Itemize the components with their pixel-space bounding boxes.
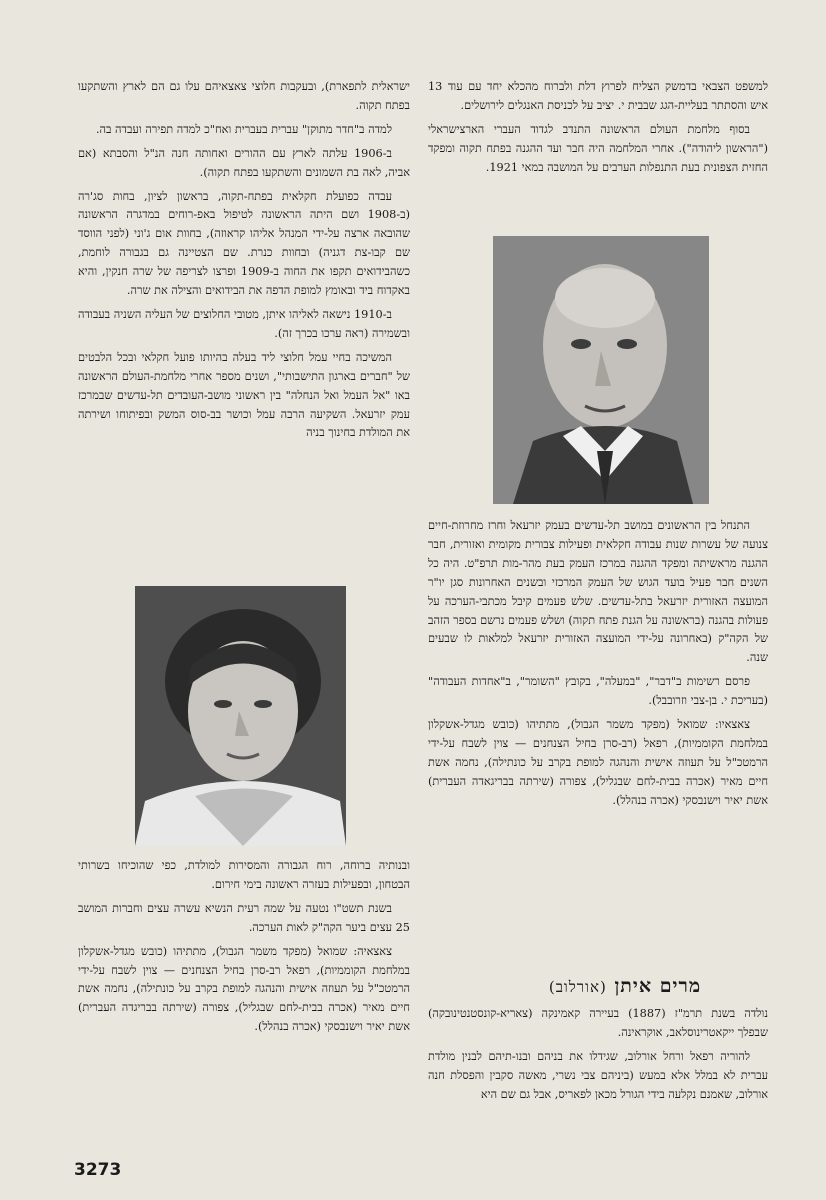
portrait-woman-image	[135, 586, 346, 846]
entry-maiden-name: (אורלוב)	[548, 978, 607, 996]
paragraph: צאצאיו: שמואל (מפקד משמר הגבול), מתתיהו (כובש מגדל-אשקלון במלחמת הקוממיות), רפאל (רב-סרן בחיל הצנחנים — צוין לשבח על-ידי הרמטכ"ל על תעוזה אישית והנהגה למופת בקרב על כונתילה), נחמה אשת חיים מאיר (אכרה בבית-לחם שבגליל), צפורה (שירתה בבריגאדה העברית) אשת יאיר וישנבסקי (אכרה בנהלל).	[428, 718, 768, 807]
right-column-top	[428, 78, 768, 183]
paragraph: ב-1906 עלתה לארץ עם ההורים ואחותה חנה הנ"ל והסבתא (אם אביה, לאה בת השמונים והשתקעו בפתח תקוה).	[78, 146, 410, 179]
paragraph: ב-1910 נישאה לאליהו איתן, מטובי החלוצים של העליה השניה בעבודה ובשמירה (ראה ערכו בכרך זה).	[78, 307, 410, 340]
left-column-lower	[78, 857, 410, 1042]
right-column-middle	[428, 517, 768, 816]
entry-heading	[480, 975, 770, 998]
left-column-top	[78, 78, 410, 448]
paragraph: עבדה כפועלת חקלאית בפתח-תקוה, בראשון לציון, בחות סג'רה (ב-1908 ושם היתה הראשונה לטיפול באפ-רוחים במדגרה הראשונה שהובאה ארצה על-ידי המנהל אליהו קראוזה), בחוות אום ג'וני (לפני הווסד שם קבו-צת דגניה) ובחוות כנרת. שם הצטיינה גם בגבורה לוחמת, כשהבידואים תקפו את החוה ב-1909 ופרצו לצריפה של שרה חנקין, והיא באקדוח ביד ובאומץ למופת הדפה את הבידואים והצילה את שרה.	[78, 189, 411, 298]
paragraph: למדה ב"חדר מתוקן" עברית בעברית ואח"כ למדה תפירה ועבדה בה.	[95, 122, 392, 136]
paragraph: התנחל בין הראשונים במושב תל-עדשים בעמק יזרעאל וחרז מחרוזת-חיים צנועה של עשרות שנות עבודה חקלאית ופעילות צבורית מקומית ואזורית, חבר ההגנה מראשיתה ומפקד ההגנה במרכז העמק בעת מהר-מות תרפ"ט. היה כל השנים חבר פעיל בועד הגוש של העמק המרכזי ובשנים האחרונות סגן יו"ר המועצה האזורית יזרעאל בתל-עדשים. שלש פעמים קיבל מכתבי-הערכה על פעולות בהגנה (בראשונה על הגנת פתח תקוה) ושלש פעמים נרשם בספר הזהב של הקה"ק (באחרונה על-ידי המועצה האזורית יזרעאל למלאות לו שבעים שנה.	[428, 519, 768, 665]
paragraph: בסוף מלחמת העולם הראשונה התנדב לגדוד העברי הארצישראלי ("הראשון ליהודה"). אחרי המלחמה היה חבר ועד ההגנה בפתח תקוה ומפקד החזית הצפונית בעת התנפלות הערבים על המושבה במאי 1921.	[428, 122, 768, 174]
paragraph: נולדה בשנת תרמ"ז (1887) בעיירה קאמינקה (צאריא-קונסטנטינובקה) שבפלך ייקאטרינוסלאב, אוקראינה.	[428, 1007, 769, 1039]
paragraph: צאצאיה: שמואל (מפקד משמר הגבול), מתתיהו (כובש מגדל-אשקלון במלחמת הקוממיות), רפאל רב-סרן בחיל הצנחנים — צוין לשבח על-ידי הרמטכ"ל על תעוזה אישית והנהגה למופת בקרב על כונתילה), נחמה אשת חיים מאיר (אכרה בבית-לחם שבגליל), צפורה (שירתה בבריגדה העברית) אשת יאיר וישנבסקי (אכרה בנהלל).	[78, 944, 410, 1034]
paragraph: למשפט הצבאי בדמשק הצליח לפרוץ דלת ולברוח מהכלא יחד עם עוד 13 איש והסתתר בעליית-הגג שבבית י. יציב על לכניסת האנגלים לירושלים.	[428, 80, 768, 112]
entry-name: מרים איתן	[614, 975, 702, 997]
paragraph: ובנותיה ברוחה, רוח הגבורה והמסירות למולדת, כפי שהוכיחו בשרותי הבטחון, ובפעילות בעזרה ראשונה בימי חירום.	[78, 859, 410, 891]
right-column-bottom	[428, 1005, 768, 1110]
paragraph: המשיכה בחיי עמל חלוצי ליד בעלה בהיותו פועל חקלאי ובכל הלבטים של "חברים בארגון התישבותי", ושנים מספר אחרי מלחמת-העולם הראשונה באו "אל העמל ואל הנחלה" בין ראשוני מושב-העובדים תל-עדשים שבמרכז עמק יזרעאל. השקיעה הרבה עמל וכושר בב-סוס המשק ובפיתוחו ושירתה את המולדת בחינוך בניה	[78, 350, 410, 440]
portrait-photo-man	[493, 236, 709, 504]
paragraph: ישראלית לתפארת), ובעקבות חלוצי צאצאיהם עלו גם הם לארץ והשתקעו בפתח תקוה.	[78, 80, 410, 112]
paragraph: בשנת תשט"ו נטעה על שמה רעית הנשיא עשרה עצים וחברות המושב 25 עצים ביער הקה"ק לאות הערכה.	[78, 901, 410, 934]
paragraph: להוריה רפאל ורחל אורלוב, שגידלו את בניהם ובנו-תיהם לבנין מולדת עברית לא במלל אלא במעש (ביניהם צבי נשרי, מאשה סקבין והפסלת חנה אורלוב, שאמנם נקלעה בידי הגורל מכאן לפאריס, אבל גם שם היא	[428, 1049, 768, 1101]
portrait-man-image	[493, 236, 709, 504]
portrait-photo-woman	[135, 586, 346, 846]
paragraph: פרסם רשימות ב"דבר", "במעלה", בקובץ "השומר", ב"אחדות העבודה" (בעריכת י. בן-צבי וזרובבל).	[428, 675, 768, 708]
page-number: 3273	[74, 1160, 122, 1180]
